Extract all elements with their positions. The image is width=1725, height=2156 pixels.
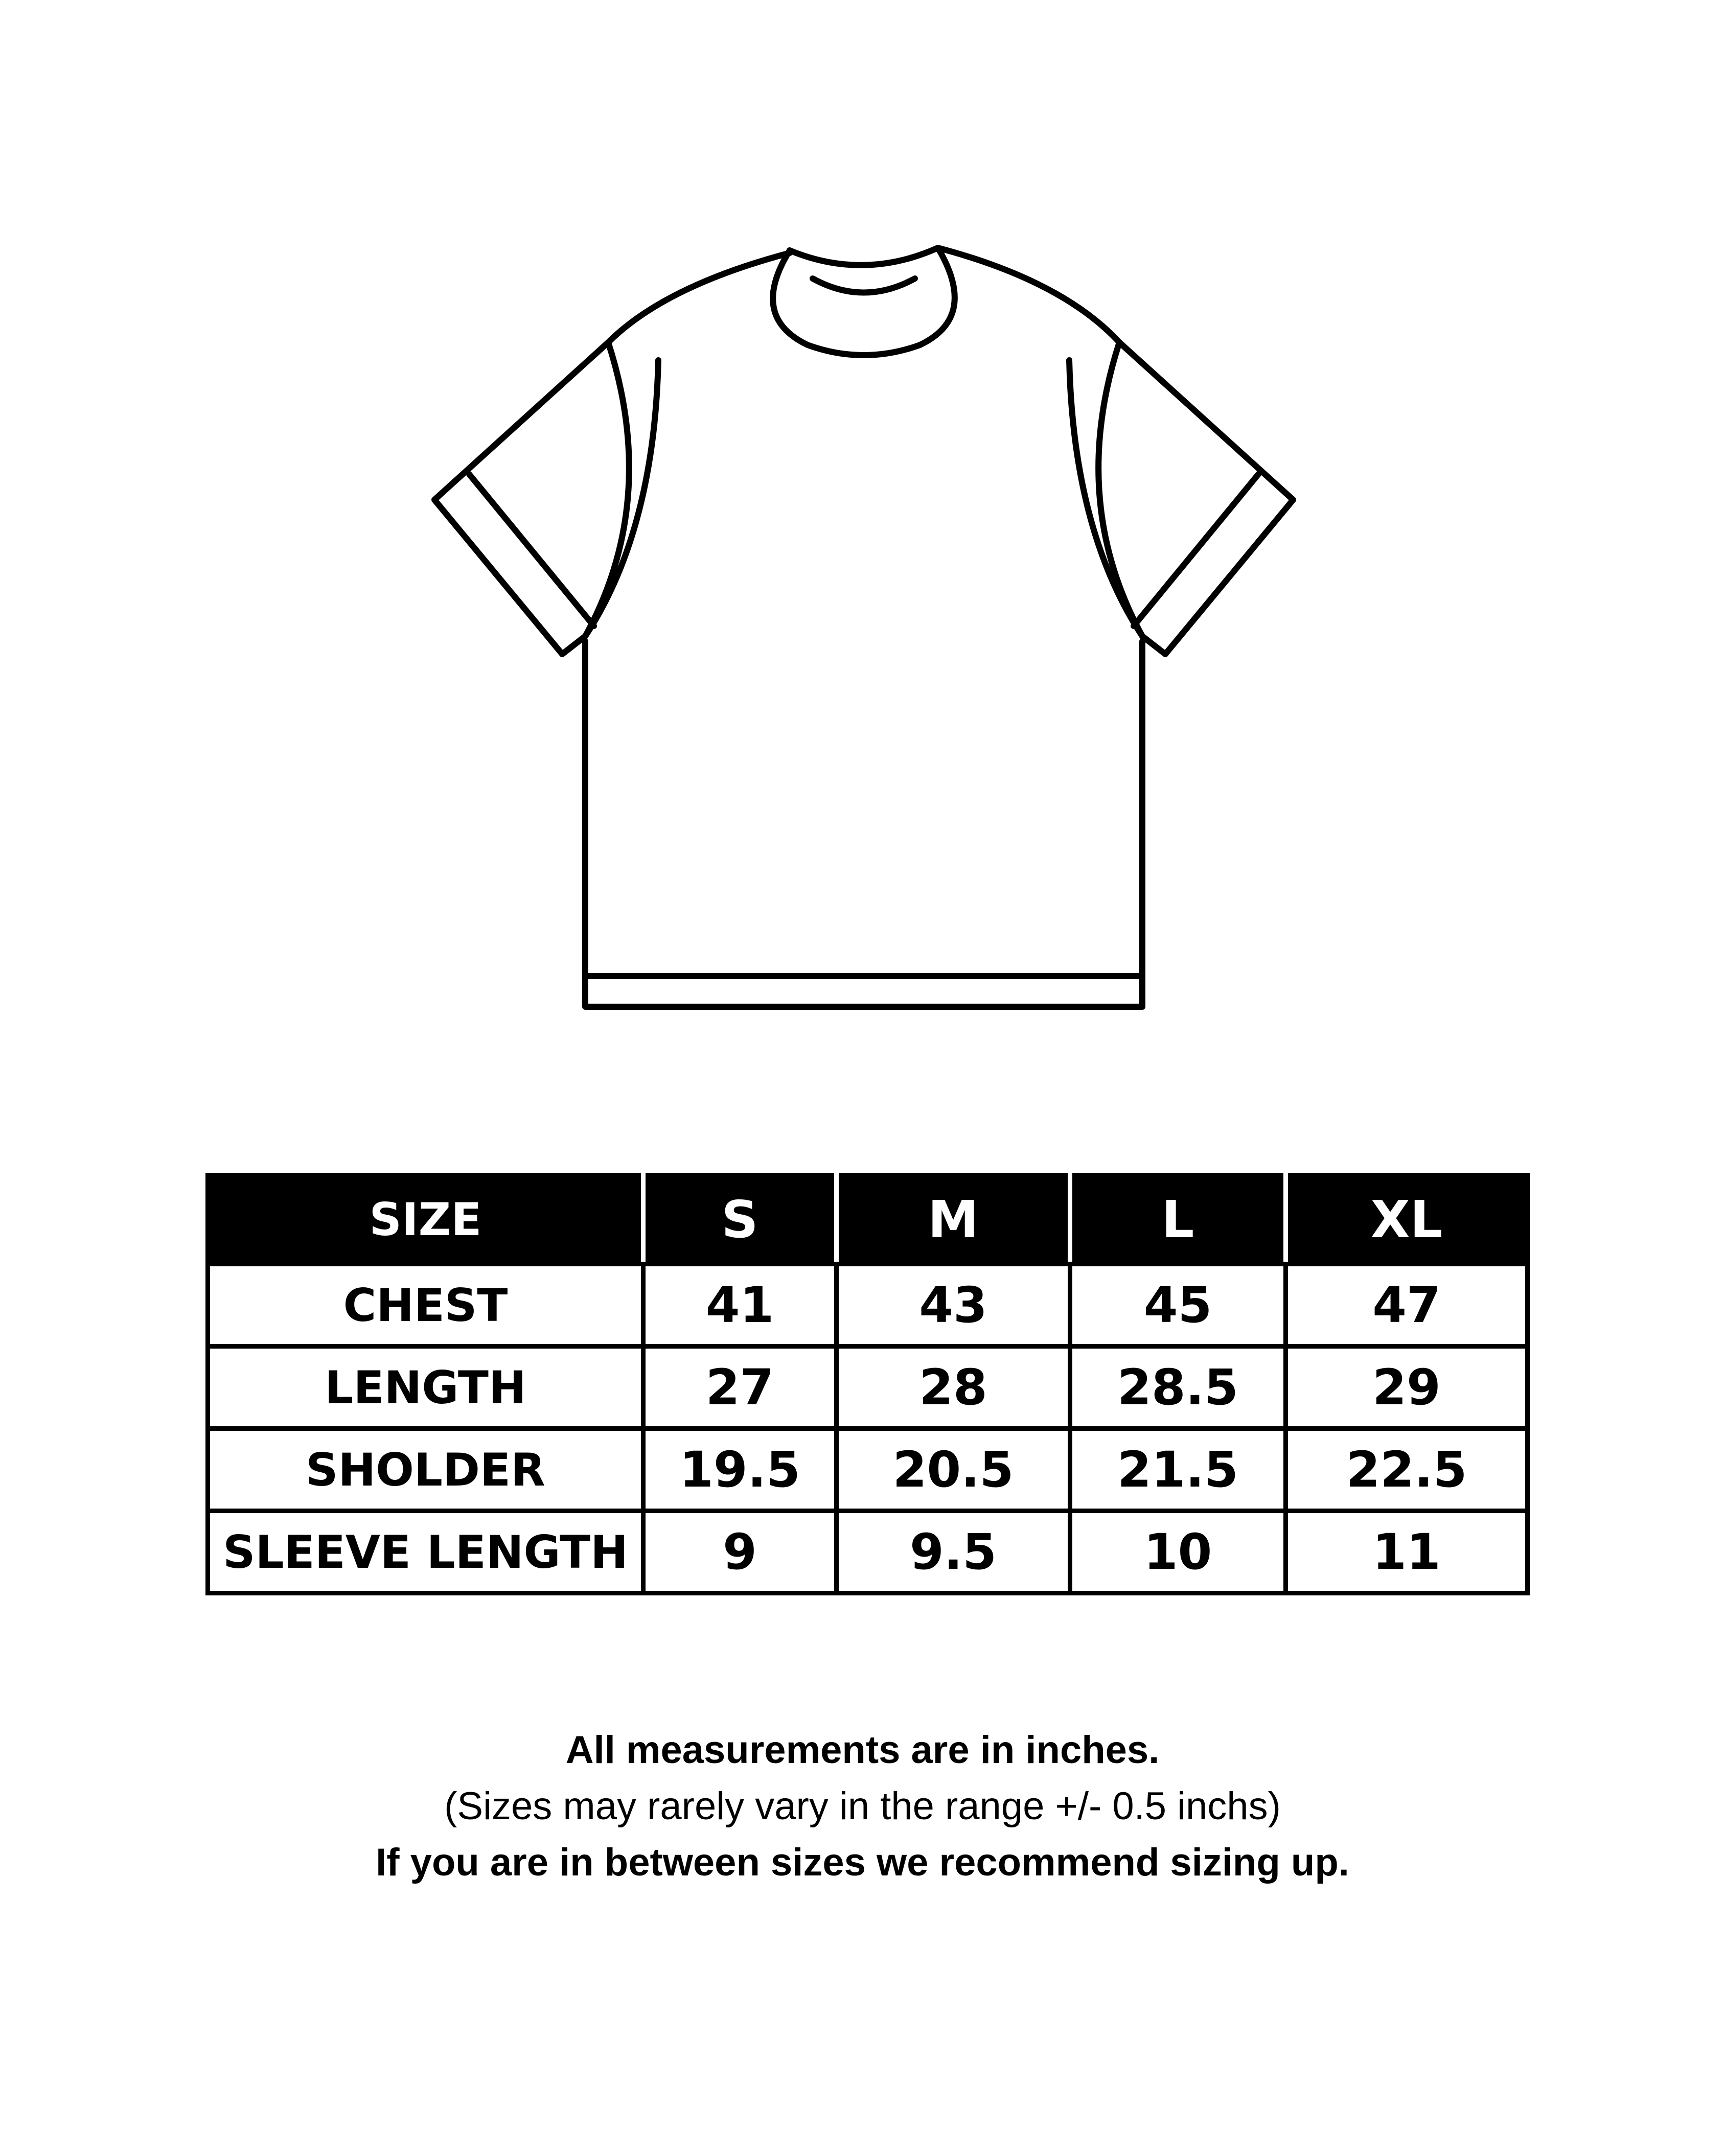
header-size-s: S bbox=[643, 1175, 837, 1264]
header-size: SIZE bbox=[208, 1175, 643, 1264]
table-cell: 28.5 bbox=[1070, 1347, 1286, 1429]
size-chart-header-row bbox=[208, 1175, 1528, 1264]
table-row bbox=[208, 1511, 1528, 1593]
table-cell: 47 bbox=[1286, 1264, 1528, 1347]
size-chart-table bbox=[205, 1173, 1530, 1595]
tshirt-body-outline bbox=[585, 641, 1142, 1007]
table-cell: 41 bbox=[643, 1264, 837, 1347]
table-cell: 45 bbox=[1070, 1264, 1286, 1347]
tshirt-left-cuff bbox=[469, 474, 594, 626]
table-cell: 21.5 bbox=[1070, 1429, 1286, 1511]
table-cell: 11 bbox=[1286, 1511, 1528, 1593]
tshirt-collar-inner bbox=[790, 248, 938, 265]
tshirt-right-cuff bbox=[1134, 474, 1258, 626]
table-cell: 19.5 bbox=[643, 1429, 837, 1511]
size-notes bbox=[0, 1722, 1725, 1891]
row-label-sleeve-length: SLEEVE LENGTH bbox=[208, 1511, 643, 1593]
table-cell: 28 bbox=[837, 1347, 1070, 1429]
table-cell: 9 bbox=[643, 1511, 837, 1593]
table-row bbox=[208, 1264, 1528, 1347]
row-label-chest: CHEST bbox=[208, 1264, 643, 1347]
row-label-sholder: SHOLDER bbox=[208, 1429, 643, 1511]
table-row bbox=[208, 1429, 1528, 1511]
note-measurements-unit: All measurements are in inches. bbox=[565, 1728, 1160, 1772]
table-cell: 43 bbox=[837, 1264, 1070, 1347]
table-cell: 20.5 bbox=[837, 1429, 1070, 1511]
header-size-m: M bbox=[837, 1175, 1070, 1264]
table-row bbox=[208, 1347, 1528, 1429]
tshirt-icon bbox=[0, 0, 1725, 1073]
tshirt-collar-band bbox=[813, 279, 915, 293]
tshirt-right-shoulder bbox=[938, 248, 1119, 342]
note-size-variance: (Sizes may rarely vary in the range +/- 0.5 inchs) bbox=[444, 1784, 1281, 1828]
tshirt-left-shoulder bbox=[608, 253, 790, 342]
table-cell: 29 bbox=[1286, 1347, 1528, 1429]
table-cell: 27 bbox=[643, 1347, 837, 1429]
row-label-length: LENGTH bbox=[208, 1347, 643, 1429]
tshirt-illustration bbox=[0, 0, 1725, 1073]
header-size-l: L bbox=[1070, 1175, 1286, 1264]
table-cell: 22.5 bbox=[1286, 1429, 1528, 1511]
note-sizing-recommendation: If you are in between sizes we recommend sizing up. bbox=[376, 1841, 1349, 1884]
table-cell: 9.5 bbox=[837, 1511, 1070, 1593]
header-size-xl: XL bbox=[1286, 1175, 1528, 1264]
table-cell: 10 bbox=[1070, 1511, 1286, 1593]
